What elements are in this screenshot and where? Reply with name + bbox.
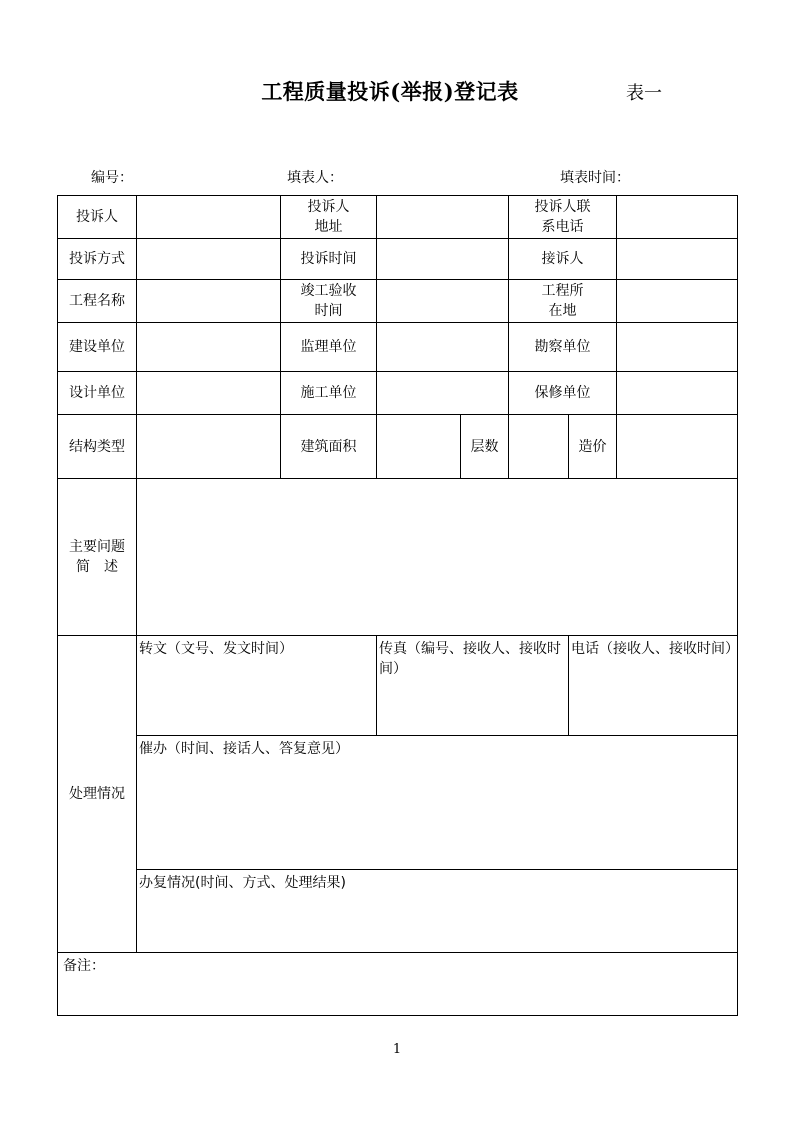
design-unit-label: 设计单位 — [58, 372, 137, 415]
complainant-field[interactable] — [137, 196, 281, 239]
fax-field[interactable] — [377, 636, 569, 736]
warranty-unit-label: 保修单位 — [509, 372, 617, 415]
construction-unit-label: 建设单位 — [58, 323, 137, 372]
builder-unit-field[interactable] — [377, 372, 509, 415]
page-number: 1 — [392, 1042, 402, 1057]
design-unit-field[interactable] — [137, 372, 281, 415]
project-name-label: 工程名称 — [58, 280, 137, 323]
survey-unit-label: 勘察单位 — [509, 323, 617, 372]
fax-label: 传真（编号、接收人、接收时间） — [379, 641, 561, 677]
project-location-field[interactable] — [617, 280, 738, 323]
supervision-unit-label: 监理单位 — [281, 323, 377, 372]
cost-field[interactable] — [617, 415, 738, 479]
project-name-field[interactable] — [137, 280, 281, 323]
complaint-time-label: 投诉时间 — [281, 239, 377, 280]
respondent-field[interactable] — [617, 239, 738, 280]
reply-field[interactable] — [137, 870, 738, 953]
complaint-method-field[interactable] — [137, 239, 281, 280]
urge-label: 催办（时间、接话人、答复意见） — [139, 741, 349, 757]
structure-type-label: 结构类型 — [58, 415, 137, 479]
respondent-label: 接诉人 — [509, 239, 617, 280]
forward-field[interactable] — [137, 636, 377, 736]
structure-type-field[interactable] — [137, 415, 281, 479]
remarks-field[interactable] — [58, 953, 738, 1016]
construction-unit-field[interactable] — [137, 323, 281, 372]
floors-label: 层数 — [461, 415, 509, 479]
fill-time-label: 填表时间： — [560, 170, 630, 186]
builder-unit-label: 施工单位 — [281, 372, 377, 415]
main-issue-field[interactable] — [137, 479, 738, 636]
filler-label: 填表人： — [287, 170, 343, 186]
acceptance-time-label: 竣工验收 时间 — [281, 280, 377, 323]
reply-label: 办复情况(时间、方式、处理结果) — [139, 875, 346, 891]
survey-unit-field[interactable] — [617, 323, 738, 372]
complainant-address-label: 投诉人 地址 — [281, 196, 377, 239]
building-area-field[interactable] — [377, 415, 461, 479]
phone-label: 电话（接收人、接收时间） — [571, 641, 739, 657]
remarks-label: 备注： — [63, 958, 105, 974]
complainant-phone-field[interactable] — [617, 196, 738, 239]
acceptance-time-field[interactable] — [377, 280, 509, 323]
complainant-phone-label: 投诉人联 系电话 — [509, 196, 617, 239]
cost-label: 造价 — [569, 415, 617, 479]
form-number-label: 表一 — [626, 83, 662, 104]
complaint-method-label: 投诉方式 — [58, 239, 137, 280]
floors-field[interactable] — [509, 415, 569, 479]
form-title: 工程质量投诉(举报)登记表 — [261, 79, 519, 104]
project-location-label: 工程所 在地 — [509, 280, 617, 323]
complainant-address-field[interactable] — [377, 196, 509, 239]
supervision-unit-field[interactable] — [377, 323, 509, 372]
handling-label: 处理情况 — [58, 636, 137, 953]
registration-table — [57, 195, 738, 1016]
building-area-label: 建筑面积 — [281, 415, 377, 479]
serial-number-label: 编号： — [91, 170, 133, 186]
urge-field[interactable] — [137, 736, 738, 870]
complainant-label: 投诉人 — [58, 196, 137, 239]
forward-label: 转文（文号、发文时间） — [139, 641, 293, 657]
phone-field[interactable] — [569, 636, 738, 736]
main-issue-label: 主要问题 简 述 — [58, 479, 137, 636]
complaint-time-field[interactable] — [377, 239, 509, 280]
warranty-unit-field[interactable] — [617, 372, 738, 415]
